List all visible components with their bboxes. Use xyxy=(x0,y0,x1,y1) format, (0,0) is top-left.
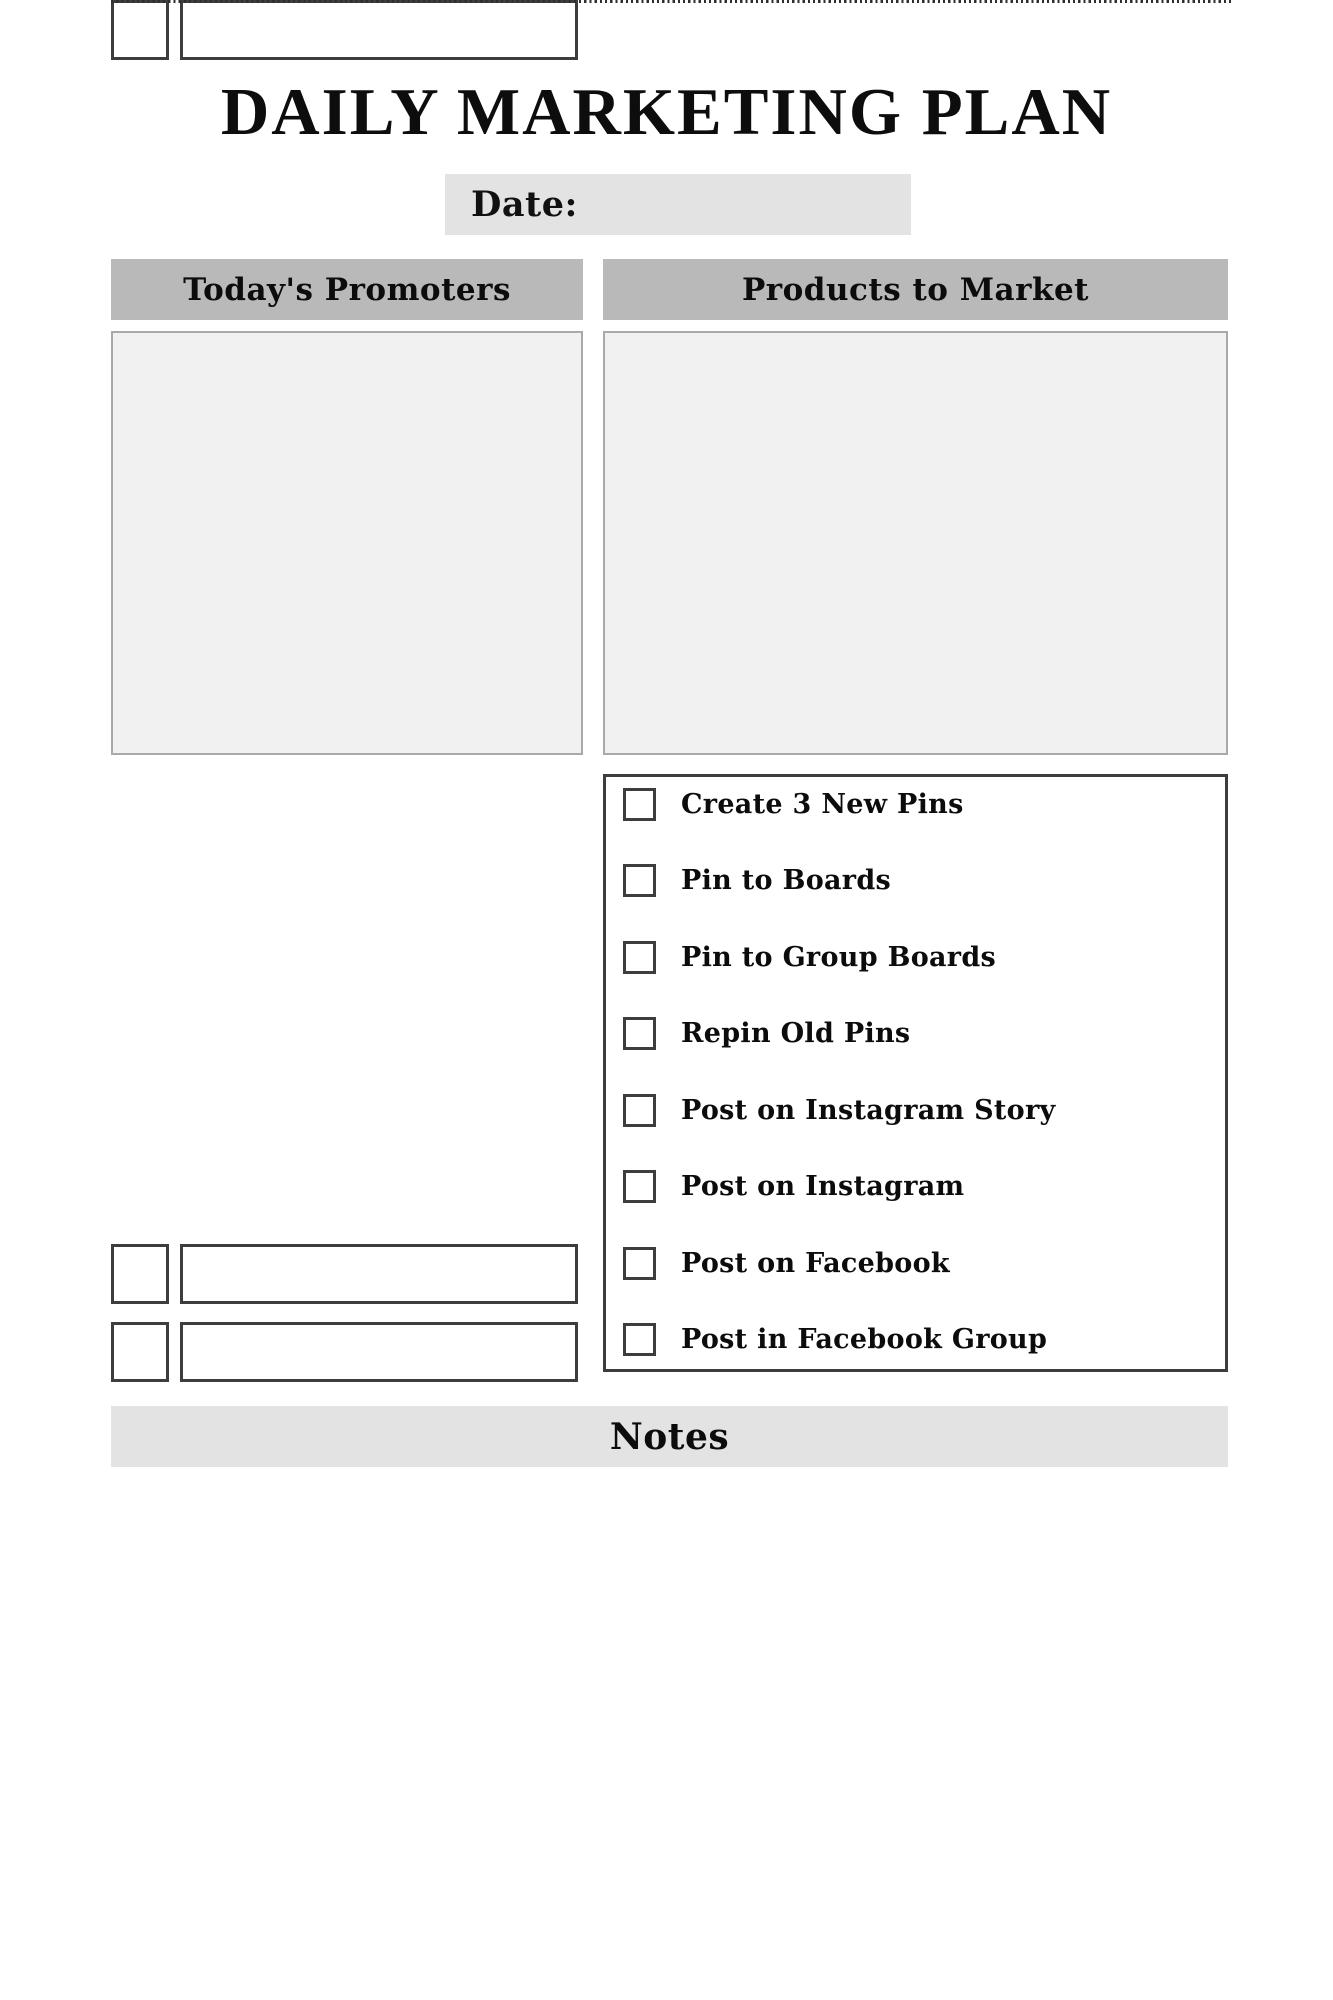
promoter-name-field[interactable] xyxy=(180,1244,578,1304)
promoter-checkbox[interactable] xyxy=(111,0,169,60)
checklist-item-label: Post in Facebook Group xyxy=(681,1323,1048,1355)
notes-rule-line xyxy=(111,0,1231,3)
checkbox-icon[interactable] xyxy=(623,1094,656,1127)
date-bar xyxy=(445,174,911,235)
date-input-area[interactable] xyxy=(578,174,911,235)
checkbox-icon[interactable] xyxy=(623,788,656,821)
checklist-item-label: Post on Instagram xyxy=(681,1170,965,1202)
checklist-item xyxy=(606,1243,1225,1283)
notes-header-label: Notes xyxy=(609,1415,730,1458)
checklist-item-label: Pin to Boards xyxy=(681,864,891,896)
promoter-name-field[interactable] xyxy=(180,0,578,60)
checklist-item-label: Post on Instagram Story xyxy=(681,1094,1056,1126)
products-checklist xyxy=(603,774,1228,1372)
checklist-item xyxy=(606,1013,1225,1053)
checklist-item xyxy=(606,1166,1225,1206)
notes-header xyxy=(111,1406,1228,1467)
promoters-writing-panel[interactable] xyxy=(111,331,583,755)
checklist-item-label: Post on Facebook xyxy=(681,1247,950,1279)
products-header-label: Products to Market xyxy=(741,271,1090,308)
checkbox-icon[interactable] xyxy=(623,1017,656,1050)
page-title: DAILY MARKETING PLAN xyxy=(220,75,1113,149)
checklist-item-label: Pin to Group Boards xyxy=(681,941,997,973)
checklist-item xyxy=(606,1319,1225,1359)
checklist-item xyxy=(606,784,1225,824)
promoter-checkbox[interactable] xyxy=(111,1244,169,1304)
checklist-item xyxy=(606,860,1225,900)
checklist-item xyxy=(606,1090,1225,1130)
products-header xyxy=(603,259,1228,320)
checklist-item xyxy=(606,937,1225,977)
date-label: Date: xyxy=(471,184,578,225)
checklist-item-label: Repin Old Pins xyxy=(681,1017,911,1049)
checkbox-icon[interactable] xyxy=(623,1323,656,1356)
checkbox-icon[interactable] xyxy=(623,1247,656,1280)
products-writing-panel[interactable] xyxy=(603,331,1228,755)
promoters-header xyxy=(111,259,583,320)
promoters-header-label: Today's Promoters xyxy=(183,271,511,308)
checklist-item-label: Create 3 New Pins xyxy=(681,788,964,820)
checkbox-icon[interactable] xyxy=(623,864,656,897)
checkbox-icon[interactable] xyxy=(623,941,656,974)
promoter-name-field[interactable] xyxy=(180,1322,578,1382)
promoter-checkbox[interactable] xyxy=(111,1322,169,1382)
checkbox-icon[interactable] xyxy=(623,1170,656,1203)
